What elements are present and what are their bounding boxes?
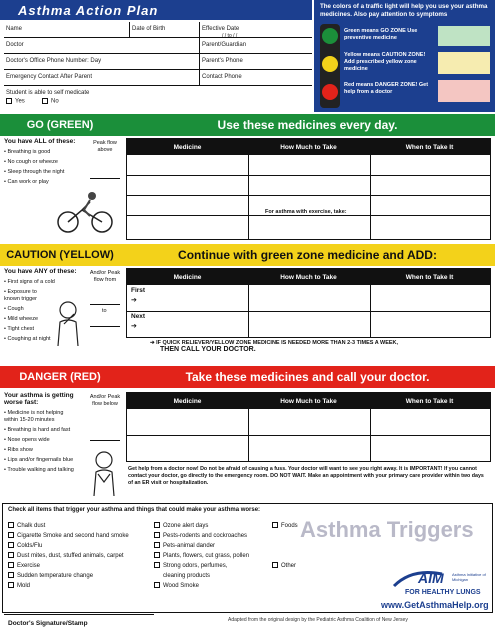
caution-zone-label: CAUTION (YELLOW)	[6, 249, 114, 261]
go-symptom-item: • No cough or wheeze	[4, 159, 58, 165]
danger-zone-title: Take these medicines and call your doctor.	[185, 370, 430, 384]
coughing-child-image	[50, 300, 86, 346]
exercise-note: For asthma with exercise, take:	[265, 209, 347, 215]
next-arrow-icon: ➔	[131, 323, 137, 330]
go-zone-title: Use these medicines every day.	[217, 118, 398, 132]
triggers-col3	[272, 521, 298, 571]
trigger-item[interactable]: Wood Smoke	[154, 581, 249, 591]
red-zone-swatch	[438, 80, 490, 102]
trigger-item[interactable]: Pests-rodents and cockroaches	[154, 531, 249, 541]
caution-peak-to-input[interactable]	[90, 326, 120, 327]
page-title: Asthma Action Plan	[18, 3, 159, 18]
caution-if-label: You have ANY of these:	[4, 268, 77, 275]
caution-symptom-item: • Coughing at night	[4, 336, 51, 342]
caution-symptom-item: • Exposure to known trigger	[4, 289, 38, 302]
danger-peak-flow-label: And/or Peak flow below	[89, 394, 121, 407]
first-arrow-icon: ➔	[131, 297, 137, 304]
call-doctor-text: THEN CALL YOUR DOCTOR.	[160, 346, 256, 353]
caution-symptom-item: • Mild wheeze	[4, 316, 39, 322]
effective-date-field[interactable]: Effective Date	[202, 26, 240, 32]
trigger-item[interactable]: Chalk dust	[8, 521, 129, 531]
credit-line: Adapted from the original design by the Pediatric Asthma Coalition of New Jersey	[228, 617, 408, 623]
traffic-light-panel	[314, 0, 495, 112]
yellow-zone-swatch	[438, 52, 490, 74]
go-zone-label: GO (GREEN)	[26, 119, 94, 131]
danger-symptom-item: • Trouble walking and talking	[4, 467, 74, 473]
caution-peak-from-input[interactable]	[90, 304, 120, 305]
trigger-item-other[interactable]: Other	[272, 561, 298, 571]
cyclist-image	[56, 190, 116, 234]
go-if-label: You have ALL of these:	[4, 138, 76, 145]
when-col-header: When to Take It	[405, 273, 454, 281]
trigger-item[interactable]: Mold	[8, 581, 129, 591]
warning-arrow-icon: ➔	[150, 340, 157, 346]
caution-medicine-table	[126, 268, 491, 338]
office-phone-field[interactable]: Doctor's Office Phone Number: Day	[6, 58, 102, 64]
doctor-field[interactable]: Doctor	[6, 42, 24, 48]
triggers-heading: Check all items that trigger your asthma and things that could make your asthma worse:	[8, 507, 261, 513]
when-col-header: When to Take It	[405, 143, 454, 151]
caution-symptom-item: • First signs of a cold	[4, 279, 55, 285]
trigger-item-foods[interactable]: Foods	[272, 521, 298, 531]
website-link[interactable]: www.GetAsthmaHelp.org	[381, 600, 489, 610]
danger-symptom-item: • Medicine is not helping within 15-20 minutes	[4, 410, 64, 423]
trigger-item[interactable]: Cigarette Smoke and second hand smoke	[8, 531, 129, 541]
green-zone-swatch	[438, 26, 490, 46]
healthy-lungs-tagline: FOR HEALTHY LUNGS	[405, 589, 481, 596]
emergency-contact-field[interactable]: Emergency Contact After Parent	[6, 74, 93, 80]
danger-if-label: Your asthma is getting worse fast:	[4, 392, 74, 406]
danger-symptom-item: • Lips and/or fingernails blue	[4, 457, 74, 463]
go-symptom-item: • Breathing is good	[4, 149, 51, 155]
red-zone-legend: Red means DANGER ZONE! Get help from a doctor	[344, 82, 429, 95]
caution-symptom-item: • Tight chest	[4, 326, 35, 332]
danger-zone-header	[0, 366, 495, 388]
yes-checkbox[interactable]	[6, 98, 12, 104]
trigger-item[interactable]: Ozone alert days	[154, 521, 249, 531]
when-col-header: When to Take It	[405, 397, 454, 405]
caution-peak-flow-label: And/or Peak flow from	[89, 270, 121, 283]
trigger-item[interactable]: Strong odors, perfumes,	[154, 561, 249, 571]
trigger-item: cleaning products	[163, 573, 211, 579]
contact-phone-field[interactable]: Contact Phone	[202, 74, 242, 80]
yellow-light-icon	[322, 56, 338, 72]
danger-symptom-item: • Ribs show	[4, 447, 33, 453]
medicine-col-header: Medicine	[173, 143, 202, 151]
distressed-child-image	[86, 450, 122, 496]
caution-peak-to-label: to	[102, 308, 107, 314]
triggers-col2	[154, 521, 249, 591]
caution-zone-title: Continue with green zone medicine and ADD:	[178, 248, 437, 262]
danger-medicine-table	[126, 392, 491, 462]
self-medicate-label: Student is able to self medicate	[6, 90, 90, 96]
caution-symptom-item: • Cough	[4, 306, 24, 312]
warning-text: IF QUICK RELIEVER/YELLOW ZONE MEDICINE IS NEEDED MORE THAN 2-3 TIMES A WEEK,	[156, 340, 399, 346]
danger-note: Get help from a doctor now! Do not be afraid of causing a fuss. Your doctor will want to see you right away. It is IMPORTANT! If you cannot contact your doctor, go directly to the emergency room. DO NOT WAIT. Make an appointment with your primary care provider within two days of an ER visit or hospitalization.	[128, 466, 484, 486]
caution-warning	[150, 340, 490, 353]
caution-zone-header	[0, 244, 495, 266]
dob-field[interactable]: Date of Birth	[132, 26, 166, 32]
no-checkbox[interactable]	[42, 98, 48, 104]
aim-logo-text: AIM	[418, 570, 444, 586]
next-row-label: Next	[131, 313, 146, 320]
aim-subtitle: Asthma Initiative of Michigan	[452, 572, 486, 582]
first-row-label: First	[131, 287, 146, 294]
go-zone-header	[0, 114, 495, 136]
parent-field[interactable]: Parent/Guardian	[202, 42, 247, 48]
red-light-icon	[322, 84, 338, 100]
yes-label: Yes	[15, 98, 25, 105]
amount-col-header: How Much to Take	[280, 397, 337, 405]
trigger-item[interactable]: Plants, flowers, cut grass, pollen	[154, 551, 249, 561]
danger-symptoms	[4, 392, 86, 477]
go-peak-flow-input[interactable]	[90, 178, 120, 179]
parent-phone-field[interactable]: Parent's Phone	[202, 58, 243, 64]
green-zone-legend: Green means GO ZONE Use preventive medicine	[344, 28, 418, 41]
danger-zone-label: DANGER (RED)	[19, 371, 101, 383]
medicine-col-header: Medicine	[173, 273, 202, 281]
yellow-zone-legend: Yellow means CAUTION ZONE! Add prescribed yellow zone medicine	[344, 52, 426, 72]
date-range: / / to / /	[222, 33, 238, 39]
signature-line[interactable]	[4, 614, 154, 615]
patient-info-form	[4, 22, 312, 110]
danger-symptom-item: • Nose opens wide	[4, 437, 50, 443]
danger-symptom-item: • Breathing is hard and fast	[4, 427, 71, 433]
medicine-col-header: Medicine	[173, 397, 202, 405]
trigger-item[interactable]: Pets-animal dander	[154, 541, 249, 551]
name-field[interactable]: Name	[6, 26, 23, 32]
no-label: No	[51, 98, 59, 105]
trigger-item[interactable]: Colds/Flu	[8, 541, 129, 551]
trigger-item[interactable]: Exercise	[8, 561, 129, 571]
go-symptom-item: • Sleep through the night	[4, 169, 65, 175]
green-light-icon	[322, 28, 338, 44]
traffic-intro: The colors of a traffic light will help you use your asthma medicines. Also pay attention to symptoms	[320, 3, 488, 18]
danger-peak-flow-input[interactable]	[90, 440, 120, 441]
triggers-col1	[8, 521, 129, 591]
amount-col-header: How Much to Take	[280, 143, 337, 151]
go-peak-flow-label: Peak flow above	[93, 140, 117, 153]
trigger-item[interactable]: Dust mites, dust, stuffed animals, carpet	[8, 551, 129, 561]
amount-col-header: How Much to Take	[280, 273, 337, 281]
trigger-item[interactable]: Sudden temperature change	[8, 571, 129, 581]
go-medicine-table	[126, 138, 491, 240]
signature-label: Doctor's Signature/Stamp	[8, 620, 88, 627]
go-symptom-item: • Can work or play	[4, 179, 49, 185]
triggers-title: Asthma Triggers	[300, 517, 474, 542]
